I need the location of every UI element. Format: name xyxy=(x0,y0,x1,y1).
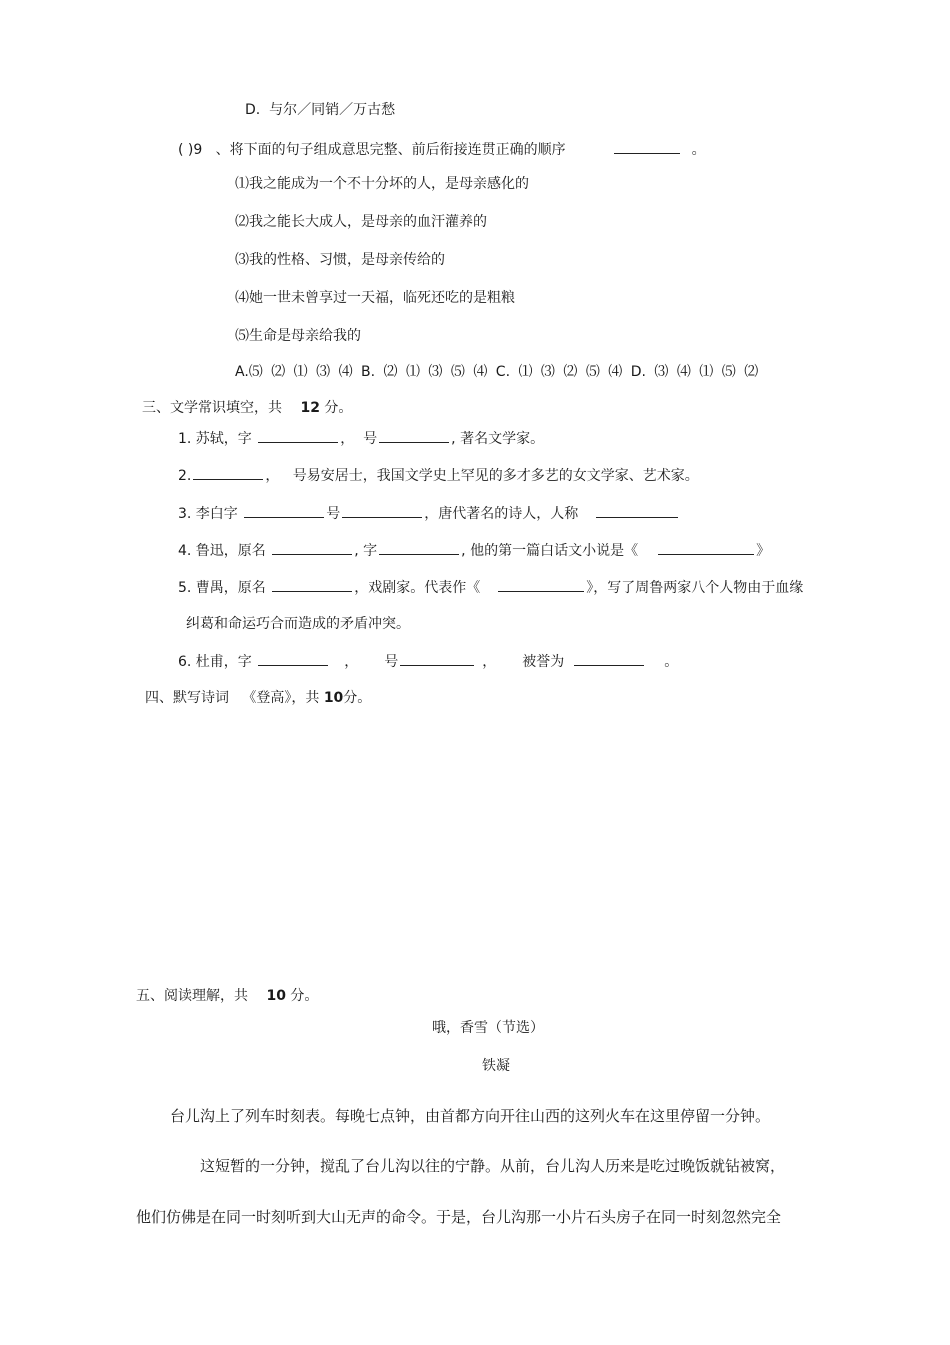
s3-q1 xyxy=(178,428,544,449)
s3-q6-text-f: 。 xyxy=(664,654,679,670)
s3-q4-blank-2[interactable] xyxy=(379,540,459,555)
q9-sentence-2: ⑵我之能长大成人，是母亲的血汗灌养的 xyxy=(235,214,487,230)
s3-q4-text-a: 4. 鲁迅，原名 xyxy=(178,543,266,559)
s3-q1-text-a: 1. 苏轼，字 xyxy=(178,431,252,447)
s3-q1-text-c: , 著名文学家。 xyxy=(451,431,545,447)
q9-sentence-1: ⑴我之能成为一个不十分坏的人，是母亲感化的 xyxy=(235,176,529,192)
s3-q6-text-a: 6. 杜甫，字 xyxy=(178,654,252,670)
section3-title-end: 分。 xyxy=(324,400,353,416)
story-title: 哦，香雪（节选） xyxy=(432,1020,544,1036)
q9-prefix: ( )9 、将下面的句子组成意思完整、前后衔接连贯正确的顺序 xyxy=(178,142,566,158)
s3-q4 xyxy=(178,540,770,561)
story-author: 铁凝 xyxy=(482,1058,510,1074)
s3-q5-text-c: 》，写了周鲁两家八个人物由于血缘 xyxy=(586,580,804,596)
story-paragraph-2-line-2: 他们仿佛是在同一时刻听到大山无声的命令。于是，台儿沟那一小片石头房子在同一时刻忽然完全 xyxy=(136,1208,782,1226)
s3-q6-blank-3[interactable] xyxy=(574,651,644,666)
s3-q2-text-a: 2. xyxy=(178,468,192,484)
q9-sentence-4: ⑷她一世未曾享过一天福，临死还吃的是粗粮 xyxy=(235,290,515,306)
s3-q4-text-b: , 字 xyxy=(354,543,378,559)
s3-q6-text-b: ， xyxy=(344,654,359,670)
q9-prompt xyxy=(178,139,706,160)
section4-title-text: 四、默写诗词 《登高》，共 xyxy=(145,690,320,706)
s3-q2 xyxy=(178,465,699,486)
s3-q5 xyxy=(178,577,803,598)
s3-q4-text-d: 》 xyxy=(756,543,771,559)
q9-options: A.⑸ ⑵ ⑴ ⑶ ⑷ B. ⑵ ⑴ ⑶ ⑸ ⑷ C. ⑴ ⑶ ⑵ ⑸ ⑷ D. ⑶ ⑷ ⑴ ⑸ ⑵ xyxy=(235,364,759,380)
s3-q1-text-b: ， 号 xyxy=(340,431,378,447)
s3-q3-blank-3[interactable] xyxy=(596,503,678,518)
s3-q5-continued: 纠葛和命运巧合而造成的矛盾冲突。 xyxy=(186,616,410,632)
s3-q5-blank-1[interactable] xyxy=(272,577,352,592)
q9-sentence-5: ⑸生命是母亲给我的 xyxy=(235,328,361,344)
section3-score: 12 xyxy=(300,400,320,416)
s3-q1-blank-2[interactable] xyxy=(379,428,449,443)
s3-q5-text-b: ，戏剧家。代表作《 xyxy=(354,580,481,596)
q9-answer-blank[interactable] xyxy=(614,139,680,154)
s3-q4-text-c: , 他的第一篇白话文小说是《 xyxy=(461,543,639,559)
s3-q3 xyxy=(178,503,680,524)
s3-q6-blank-2[interactable] xyxy=(400,651,474,666)
section5-title-text: 五、阅读理解，共 xyxy=(136,988,248,1004)
s3-q1-blank-1[interactable] xyxy=(258,428,338,443)
s3-q2-blank[interactable] xyxy=(193,465,263,480)
s3-q6-text-c: 号 xyxy=(384,654,399,670)
q8-option-d: D. 与尔／同销／万古愁 xyxy=(245,102,396,118)
s3-q2-text-b: ， 号易安居士，我国文学史上罕见的多才多艺的女文学家、艺术家。 xyxy=(265,468,699,484)
s3-q6 xyxy=(178,651,678,672)
s3-q6-text-e: 被誉为 xyxy=(522,654,565,670)
s3-q5-blank-2[interactable] xyxy=(498,577,584,592)
s3-q3-text-c: ，唐代著名的诗人，人称 xyxy=(424,506,579,522)
section3-title-text: 三、文学常识填空，共 xyxy=(142,400,282,416)
q9-suffix: 。 xyxy=(691,142,706,158)
s3-q6-text-d: ， xyxy=(482,654,497,670)
s3-q3-text-a: 3. 李白字 xyxy=(178,506,238,522)
section4-score: 10 xyxy=(323,690,344,706)
s3-q3-blank-2[interactable] xyxy=(342,503,422,518)
s3-q4-blank-3[interactable] xyxy=(658,540,754,555)
section4-title xyxy=(145,688,371,708)
s3-q6-blank-1[interactable] xyxy=(258,651,328,666)
story-paragraph-1: 台儿沟上了列车时刻表。每晚七点钟，由首都方向开往山西的这列火车在这里停留一分钟。 xyxy=(170,1107,771,1125)
section5-title-end: 分。 xyxy=(290,988,319,1004)
s3-q3-blank-1[interactable] xyxy=(244,503,324,518)
s3-q5-text-a: 5. 曹禺，原名 xyxy=(178,580,266,596)
section5-score: 10 xyxy=(266,988,286,1004)
s3-q4-blank-1[interactable] xyxy=(272,540,352,555)
section3-title xyxy=(142,398,352,418)
s3-q3-text-b: 号 xyxy=(326,506,341,522)
section5-title xyxy=(136,986,318,1006)
q9-sentence-3: ⑶我的性格、习惯，是母亲传给的 xyxy=(235,252,445,268)
story-paragraph-2-line-1: 这短暂的一分钟，搅乱了台儿沟以往的宁静。从前，台儿沟人历来是吃过晚饭就钻被窝， xyxy=(200,1157,786,1175)
section4-title-end: 分。 xyxy=(343,690,372,706)
